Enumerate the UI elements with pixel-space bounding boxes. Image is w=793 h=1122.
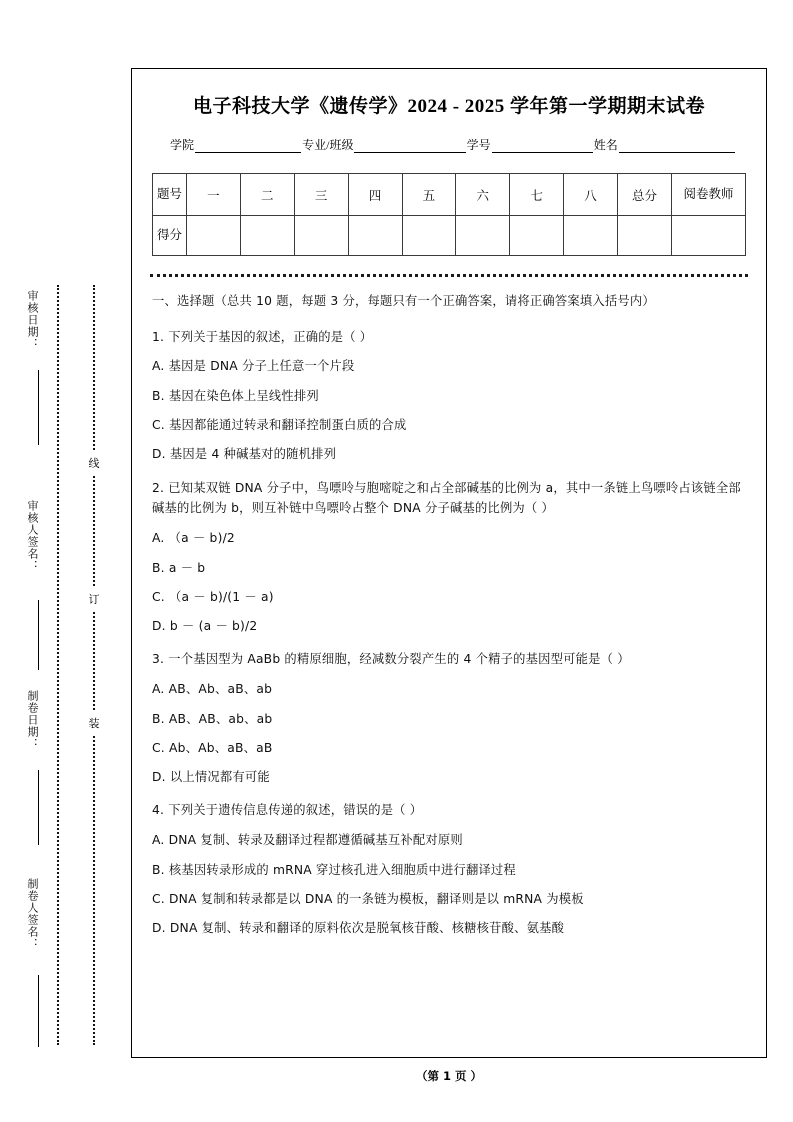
seal-underline-reviewer-signature (38, 600, 39, 670)
question-1-option-a[interactable]: A. 基因是 DNA 分子上任意一个片段 (152, 359, 355, 374)
score-cell-1[interactable] (187, 216, 241, 256)
score-cell-6[interactable] (456, 216, 510, 256)
score-cell-5[interactable] (402, 216, 456, 256)
score-table-row-header-question: 题号 (153, 174, 187, 216)
question-stem-4: 4. 下列关于遗传信息传递的叙述，错误的是（ ） (152, 803, 423, 818)
page-footer: （第 1 页 ） (415, 1069, 482, 1083)
seal-label-review-date: 审核日期： (26, 290, 39, 350)
page-title: 电子科技大学《遗传学》2024 - 2025 学年第一学期期末试卷 (192, 96, 706, 117)
sealing-margin (0, 0, 131, 1122)
identity-blank-college[interactable] (195, 139, 301, 153)
question-3-option-a[interactable]: A. AB、Ab、aB、ab (152, 682, 273, 697)
question-3-option-d[interactable]: D. 以上情况都有可能 (152, 770, 270, 785)
seal-dotted-line-outer (57, 285, 59, 1045)
score-table-col-total: 总分 (618, 174, 672, 216)
question-3-option-c[interactable]: C. Ab、Ab、aB、aB (152, 740, 273, 755)
question-2-option-b[interactable]: B. a － b (152, 560, 206, 575)
score-table-col-2: 二 (240, 174, 294, 216)
score-cell-4[interactable] (348, 216, 402, 256)
question-2-option-d[interactable]: D. b － (a － b)/2 (152, 619, 258, 634)
seal-label-reviewer-signature: 审核人签名： (26, 500, 39, 572)
dotted-separator (150, 274, 748, 277)
question-1-option-c[interactable]: C. 基因都能通过转录和翻译控制蛋白质的合成 (152, 417, 407, 432)
score-table-row-header-score: 得分 (153, 216, 187, 256)
question-1-option-b[interactable]: B. 基因在染色体上呈线性排列 (152, 388, 319, 403)
seal-marker-zhuang: 装 (86, 712, 102, 734)
question-3-option-b[interactable]: B. AB、AB、ab、ab (152, 711, 273, 726)
score-table-col-8: 八 (564, 174, 618, 216)
table-row-question-numbers (153, 174, 746, 216)
question-stem-3: 3. 一个基因型为 AaBb 的精原细胞，经减数分裂产生的 4 个精子的基因型可能是（ ） (152, 652, 630, 667)
section-heading-multiple-choice: 一、选择题（总共 10 题，每题 3 分，每题只有一个正确答案，请将正确答案填入括号内） (152, 294, 655, 308)
question-4-option-b[interactable]: B. 核基因转录形成的 mRNA 穿过核孔进入细胞质中进行翻译过程 (152, 862, 516, 877)
question-4-option-d[interactable]: D. DNA 复制、转录和翻译的原料依次是脱氧核苷酸、核糖核苷酸、氨基酸 (152, 921, 565, 936)
score-cell-3[interactable] (294, 216, 348, 256)
score-cell-grader[interactable] (672, 216, 746, 256)
question-1-option-d[interactable]: D. 基因是 4 种碱基对的随机排列 (152, 447, 337, 462)
identity-label-name: 姓名 (593, 138, 618, 152)
question-2-option-a[interactable]: A. （a － b)/2 (152, 531, 235, 546)
identity-label-major-class: 专业/班级 (302, 138, 354, 152)
exam-paper-frame (131, 68, 767, 1058)
question-2-option-c[interactable]: C. （a － b)/(1 － a) (152, 589, 274, 604)
table-row-scores (153, 216, 746, 256)
score-table-col-7: 七 (510, 174, 564, 216)
seal-marker-ding: 订 (86, 588, 102, 610)
identity-blank-name[interactable] (619, 139, 735, 153)
identity-blank-major-class[interactable] (354, 139, 465, 153)
seal-underline-paper-author-signature (38, 975, 39, 1047)
identity-fields-row (148, 136, 750, 153)
score-table-col-6: 六 (456, 174, 510, 216)
score-cell-8[interactable] (564, 216, 618, 256)
questions-body (148, 291, 750, 938)
seal-label-paper-date: 制卷日期： (26, 690, 39, 750)
seal-underline-paper-date (38, 770, 39, 845)
score-cell-2[interactable] (240, 216, 294, 256)
seal-dotted-line-inner (93, 285, 95, 1045)
question-stem-2: 2. 已知某双链 DNA 分子中，鸟嘌呤与胞嘧啶之和占全部碱基的比例为 a，其中一条链上鸟嘌呤占该链全部碱基的比例为 b，则互补链中鸟嘌呤占整个 DNA 分子碱基的比例为（ ） (152, 480, 741, 516)
seal-label-paper-author-signature: 制卷人签名： (26, 878, 39, 950)
question-4-option-a[interactable]: A. DNA 复制、转录及翻译过程都遵循碱基互补配对原则 (152, 833, 463, 848)
seal-underline-review-date (38, 370, 39, 445)
score-table-col-1: 一 (187, 174, 241, 216)
identity-blank-student-id[interactable] (492, 139, 593, 153)
question-4-option-c[interactable]: C. DNA 复制和转录都是以 DNA 的一条链为模板，翻译则是以 mRNA 为模板 (152, 891, 584, 906)
score-cell-total[interactable] (618, 216, 672, 256)
score-table-wrapper (148, 173, 750, 256)
seal-marker-xian: 线 (86, 452, 102, 474)
score-table-col-3: 三 (294, 174, 348, 216)
identity-label-college: 学院 (170, 138, 195, 152)
score-cell-7[interactable] (510, 216, 564, 256)
score-table-col-grader: 阅卷教师 (672, 174, 746, 216)
identity-label-student-id: 学号 (466, 138, 491, 152)
score-table (152, 173, 746, 256)
score-table-col-4: 四 (348, 174, 402, 216)
question-stem-1: 1. 下列关于基因的叙述，正确的是（ ） (152, 329, 373, 344)
score-table-col-5: 五 (402, 174, 456, 216)
